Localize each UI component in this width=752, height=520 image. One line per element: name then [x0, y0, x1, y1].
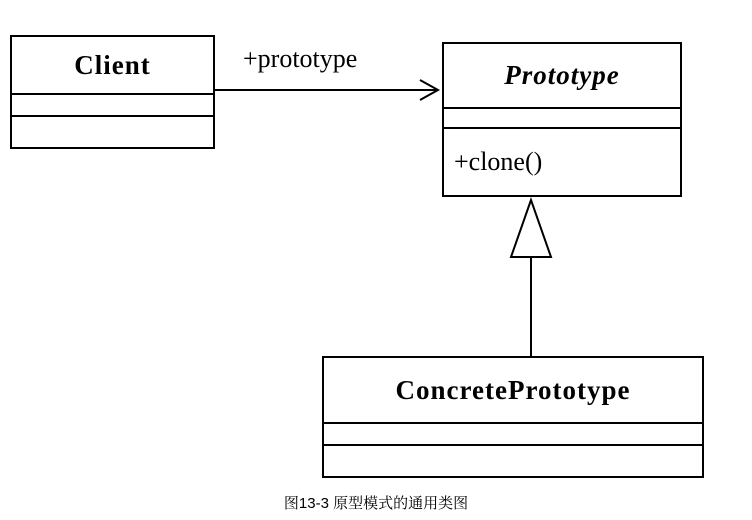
figure-caption: 图13-3 原型模式的通用类图: [283, 495, 469, 512]
uml-class-client-operations: [12, 117, 213, 147]
uml-class-concrete-prototype-operations: [324, 446, 702, 476]
uml-class-prototype-operations: +clone(): [454, 147, 543, 176]
uml-class-prototype[interactable]: [442, 42, 682, 197]
uml-class-client[interactable]: [10, 35, 215, 149]
association-client-prototype: [215, 80, 438, 100]
association-label-prototype: +prototype: [243, 44, 358, 73]
uml-class-client-attributes: [12, 95, 213, 117]
uml-class-client-name: Client: [12, 37, 213, 95]
uml-class-concrete-prototype-attributes: [324, 424, 702, 446]
uml-class-prototype-name: Prototype: [444, 44, 680, 109]
generalization-concrete-prototype: [511, 200, 551, 356]
uml-class-concrete-prototype-name: ConcretePrototype: [324, 358, 702, 424]
uml-class-prototype-attributes: [444, 109, 680, 129]
uml-class-concrete-prototype[interactable]: [322, 356, 704, 478]
